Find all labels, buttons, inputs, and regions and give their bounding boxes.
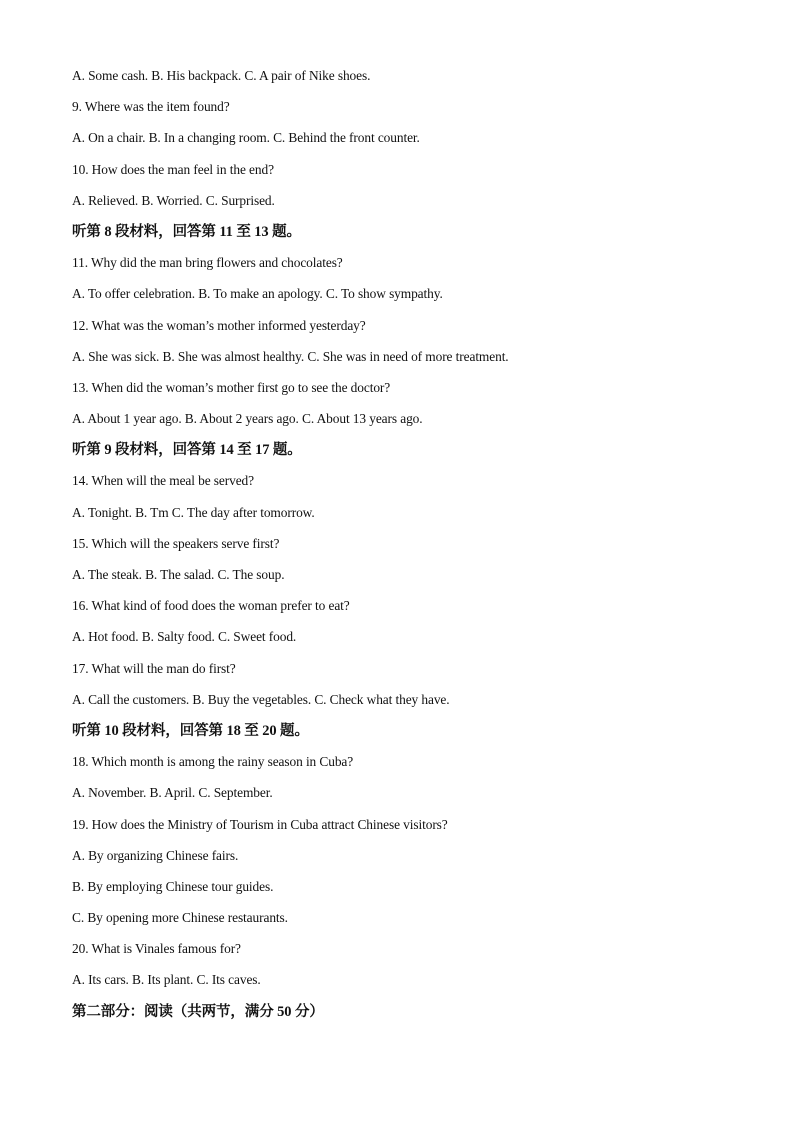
answer-options-q16: A. Hot food. B. Salty food. C. Sweet food.	[72, 629, 297, 645]
question-10: 10. How does the man feel in the end?	[72, 161, 274, 177]
answer-options-q10: A. Relieved. B. Worried. C. Surprised.	[72, 192, 275, 208]
answer-option-q19-c: C. By opening more Chinese restaurants.	[72, 910, 288, 926]
question-13: 13. When did the woman’s mother first go to see the doctor?	[72, 379, 391, 395]
answer-options-q9: A. On a chair. B. In a changing room. C. Behind the front counter.	[72, 130, 420, 146]
answer-options-q18: A. November. B. April. C. September.	[72, 785, 273, 801]
answer-options-q12: A. She was sick. B. She was almost healthy. C. She was in need of more treatment.	[72, 348, 509, 364]
answer-options-q15: A. The steak. B. The salad. C. The soup.	[72, 567, 285, 582]
answer-options-q14: A. Tonight. B. Tm C. The day after tomorrow.	[72, 504, 315, 520]
question-11: 11. Why did the man bring flowers and chocolates?	[72, 255, 343, 271]
question-16: 16. What kind of food does the woman prefer to eat?	[72, 598, 350, 614]
question-12: 12. What was the woman’s mother informed yesterday?	[72, 317, 366, 333]
answer-options-q11: A. To offer celebration. B. To make an apology. C. To show sympathy.	[72, 286, 443, 302]
part-two-reading-heading: 第二部分：阅读（共两节，满分 50 分）	[72, 1003, 324, 1020]
section-heading-passage-9: 听第 9 段材料，回答第 14 至 17 题。	[72, 442, 302, 459]
question-14: 14. When will the meal be served?	[72, 473, 254, 489]
answer-option-q19-b: B. By employing Chinese tour guides.	[72, 878, 274, 894]
section-heading-passage-10: 听第 10 段材料，回答第 18 至 20 题。	[72, 722, 309, 739]
answer-options-q20: A. Its cars. B. Its plant. C. Its caves.	[72, 972, 261, 988]
question-17: 17. What will the man do first?	[72, 660, 236, 676]
answer-option-q19-a: A. By organizing Chinese fairs.	[72, 847, 239, 863]
question-20: 20. What is Vinales famous for?	[72, 941, 241, 957]
answer-options-q17: A. Call the customers. B. Buy the vegetables. C. Check what they have.	[72, 691, 450, 707]
question-15: 15. Which will the speakers serve first?	[72, 535, 280, 551]
question-18: 18. Which month is among the rainy season in Cuba?	[72, 754, 354, 770]
answer-options-q13: A. About 1 year ago. B. About 2 years ago. C. About 13 years ago.	[72, 411, 423, 427]
section-heading-passage-8: 听第 8 段材料，回答第 11 至 13 题。	[72, 223, 301, 240]
question-19: 19. How does the Ministry of Tourism in Cuba attract Chinese visitors?	[72, 816, 448, 832]
question-9: 9. Where was the item found?	[72, 99, 230, 115]
exam-page	[72, 66, 752, 1033]
answer-options-q8: A. Some cash. B. His backpack. C. A pair of Nike shoes.	[72, 68, 371, 83]
